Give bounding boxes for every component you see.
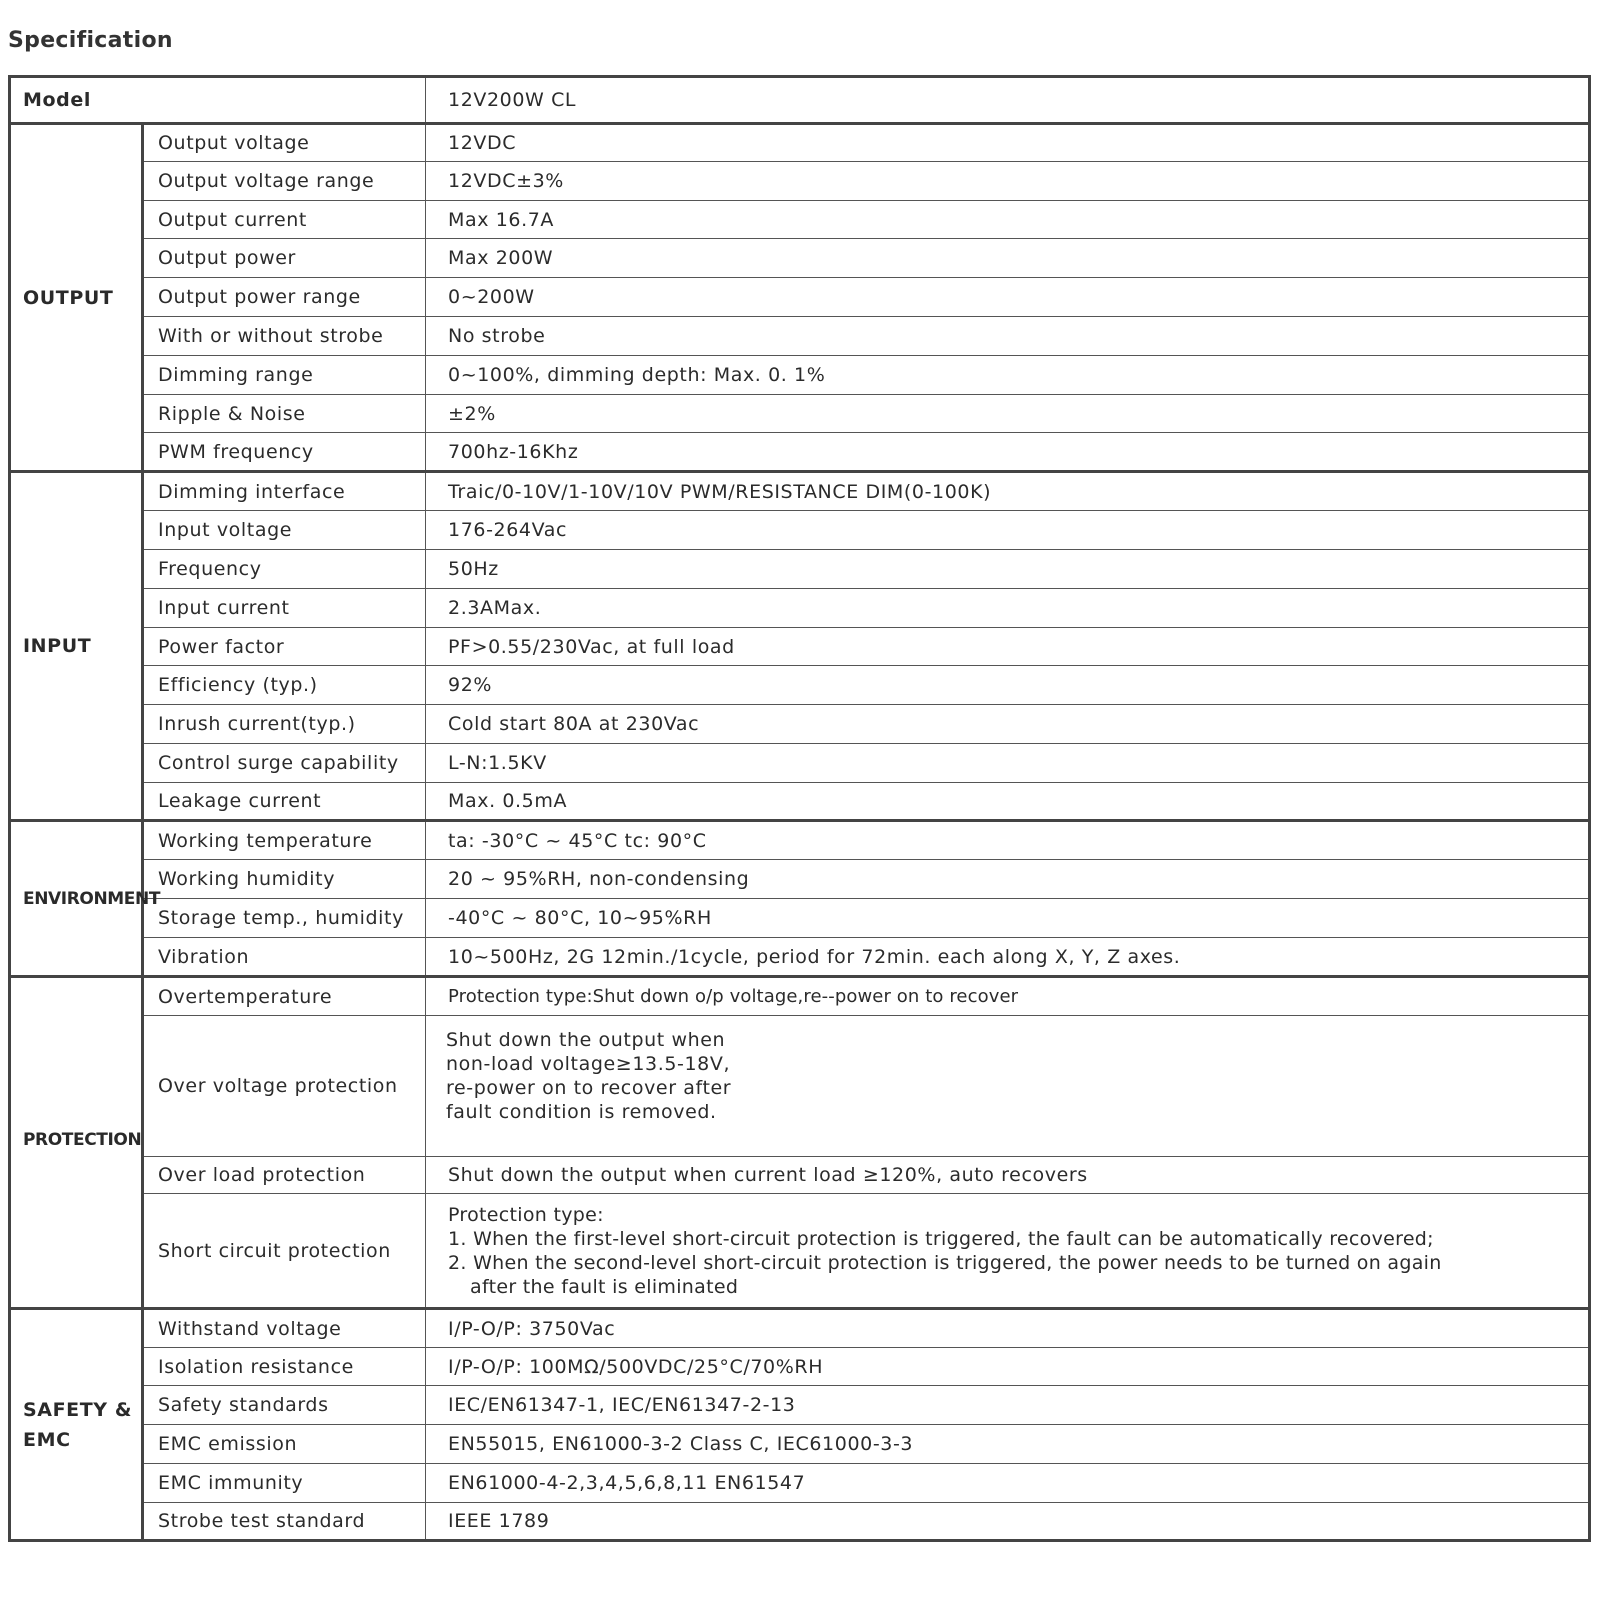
row-value: L-N:1.5KV bbox=[426, 744, 1590, 783]
row-label: Working humidity bbox=[143, 860, 426, 899]
table-row bbox=[10, 1309, 1590, 1348]
row-value: 0~100%, dimming depth: Max. 0. 1% bbox=[426, 356, 1590, 395]
row-value: Shut down the output when current load ≥120%, auto recovers bbox=[426, 1157, 1590, 1194]
row-value: EN61000-4-2,3,4,5,6,8,11 EN61547 bbox=[426, 1464, 1590, 1503]
table-row bbox=[10, 550, 1590, 589]
row-label: Dimming range bbox=[143, 356, 426, 395]
row-value: IEC/EN61347-1, IEC/EN61347-2-13 bbox=[426, 1386, 1590, 1425]
model-value: 12V200W CL bbox=[426, 77, 1590, 124]
row-value-line: fault condition is removed. bbox=[446, 1101, 717, 1123]
table-row bbox=[10, 1464, 1590, 1503]
row-label: Working temperature bbox=[143, 821, 426, 860]
section-input: INPUT bbox=[10, 472, 143, 821]
row-value: 12VDC bbox=[426, 124, 1590, 162]
table-row bbox=[10, 433, 1590, 472]
table-row bbox=[10, 395, 1590, 433]
row-value-multiline bbox=[426, 1016, 1590, 1157]
row-label: Safety standards bbox=[143, 1386, 426, 1425]
table-row bbox=[10, 124, 1590, 162]
table-row bbox=[10, 1348, 1590, 1386]
table-row bbox=[10, 239, 1590, 278]
row-value-line: 1. When the first-level short-circuit protection is triggered, the fault can be automatically recovered; bbox=[448, 1227, 1434, 1250]
table-row bbox=[10, 1386, 1590, 1425]
row-label: Isolation resistance bbox=[143, 1348, 426, 1386]
row-label: Ripple & Noise bbox=[143, 395, 426, 433]
row-value: 92% bbox=[426, 666, 1590, 705]
row-value: Max. 0.5mA bbox=[426, 783, 1590, 821]
table-row bbox=[10, 511, 1590, 550]
table-row bbox=[10, 666, 1590, 705]
section-output: OUTPUT bbox=[10, 124, 143, 472]
row-label: Output voltage bbox=[143, 124, 426, 162]
row-value: 50Hz bbox=[426, 550, 1590, 589]
row-label: Output power bbox=[143, 239, 426, 278]
table-row bbox=[10, 162, 1590, 201]
table-row bbox=[10, 589, 1590, 628]
table-row bbox=[10, 356, 1590, 395]
row-value: 700hz-16Khz bbox=[426, 433, 1590, 472]
row-label: With or without strobe bbox=[143, 317, 426, 356]
row-value-multiline bbox=[426, 1194, 1590, 1309]
table-row bbox=[10, 1503, 1590, 1541]
row-value: I/P-O/P: 100MΩ/500VDC/25°C/70%RH bbox=[426, 1348, 1590, 1386]
row-value-line: re-power on to recover after bbox=[446, 1077, 732, 1099]
table-row bbox=[10, 1016, 1590, 1157]
row-value-line: Shut down the output when bbox=[446, 1029, 726, 1051]
table-row bbox=[10, 628, 1590, 666]
row-value: Protection type:Shut down o/p voltage,re--power on to recover bbox=[426, 977, 1590, 1016]
row-label: Efficiency (typ.) bbox=[143, 666, 426, 705]
row-value: 0~200W bbox=[426, 278, 1590, 317]
row-label: Output power range bbox=[143, 278, 426, 317]
row-label: Control surge capability bbox=[143, 744, 426, 783]
row-label: Output voltage range bbox=[143, 162, 426, 201]
table-row bbox=[10, 201, 1590, 239]
table-row bbox=[10, 1425, 1590, 1464]
table-row bbox=[10, 938, 1590, 977]
row-value: 12VDC±3% bbox=[426, 162, 1590, 201]
section-name-line: EMC bbox=[23, 1428, 71, 1451]
row-value: Max 16.7A bbox=[426, 201, 1590, 239]
row-label: Input current bbox=[143, 589, 426, 628]
table-row bbox=[10, 783, 1590, 821]
row-value: Max 200W bbox=[426, 239, 1590, 278]
row-value: 20 ~ 95%RH, non-condensing bbox=[426, 860, 1590, 899]
row-label: Power factor bbox=[143, 628, 426, 666]
section-environment: ENVIRONMENT bbox=[10, 821, 143, 977]
table-row bbox=[10, 744, 1590, 783]
spec-table bbox=[8, 75, 1591, 1542]
row-label: EMC immunity bbox=[143, 1464, 426, 1503]
section-protection: PROTECTION bbox=[10, 977, 143, 1309]
section-safety-emc bbox=[10, 1309, 143, 1541]
row-label: Input voltage bbox=[143, 511, 426, 550]
row-label: EMC emission bbox=[143, 1425, 426, 1464]
table-row bbox=[10, 317, 1590, 356]
row-value-line: after the fault is eliminated bbox=[470, 1275, 739, 1298]
table-row bbox=[10, 472, 1590, 511]
row-value: No strobe bbox=[426, 317, 1590, 356]
row-value: Traic/0-10V/1-10V/10V PWM/RESISTANCE DIM(0-100K) bbox=[426, 472, 1590, 511]
row-label: Over load protection bbox=[143, 1157, 426, 1194]
model-row bbox=[10, 77, 1590, 124]
row-value: ±2% bbox=[426, 395, 1590, 433]
row-label: Over voltage protection bbox=[143, 1016, 426, 1157]
model-label: Model bbox=[10, 77, 426, 124]
row-label: PWM frequency bbox=[143, 433, 426, 472]
table-row bbox=[10, 705, 1590, 744]
row-value: 2.3AMax. bbox=[426, 589, 1590, 628]
section-name-line: SAFETY & bbox=[23, 1398, 133, 1421]
row-value: ta: -30°C ~ 45°C tc: 90°C bbox=[426, 821, 1590, 860]
row-label: Output current bbox=[143, 201, 426, 239]
row-label: Frequency bbox=[143, 550, 426, 589]
table-row bbox=[10, 278, 1590, 317]
row-value: IEEE 1789 bbox=[426, 1503, 1590, 1541]
row-label: Short circuit protection bbox=[143, 1194, 426, 1309]
page-title: Specification bbox=[8, 28, 173, 53]
row-label: Inrush current(typ.) bbox=[143, 705, 426, 744]
row-label: Leakage current bbox=[143, 783, 426, 821]
row-label: Storage temp., humidity bbox=[143, 899, 426, 938]
row-label: Withstand voltage bbox=[143, 1309, 426, 1348]
row-value-line: 2. When the second-level short-circuit protection is triggered, the power needs to be turned on again bbox=[448, 1251, 1442, 1274]
row-value-line: non-load voltage≥13.5-18V, bbox=[446, 1053, 731, 1075]
row-value-line: Protection type: bbox=[448, 1203, 604, 1226]
table-row bbox=[10, 1194, 1590, 1309]
table-row bbox=[10, 899, 1590, 938]
row-value: I/P-O/P: 3750Vac bbox=[426, 1309, 1590, 1348]
row-value: 10~500Hz, 2G 12min./1cycle, period for 72min. each along X, Y, Z axes. bbox=[426, 938, 1590, 977]
row-value: PF>0.55/230Vac, at full load bbox=[426, 628, 1590, 666]
row-value: EN55015, EN61000-3-2 Class C, IEC61000-3-3 bbox=[426, 1425, 1590, 1464]
table-row bbox=[10, 977, 1590, 1016]
row-label: Overtemperature bbox=[143, 977, 426, 1016]
table-row bbox=[10, 1157, 1590, 1194]
row-label: Dimming interface bbox=[143, 472, 426, 511]
row-value: -40°C ~ 80°C, 10~95%RH bbox=[426, 899, 1590, 938]
table-row bbox=[10, 821, 1590, 860]
row-label: Vibration bbox=[143, 938, 426, 977]
row-value: 176-264Vac bbox=[426, 511, 1590, 550]
row-value: Cold start 80A at 230Vac bbox=[426, 705, 1590, 744]
table-row bbox=[10, 860, 1590, 899]
row-label: Strobe test standard bbox=[143, 1503, 426, 1541]
